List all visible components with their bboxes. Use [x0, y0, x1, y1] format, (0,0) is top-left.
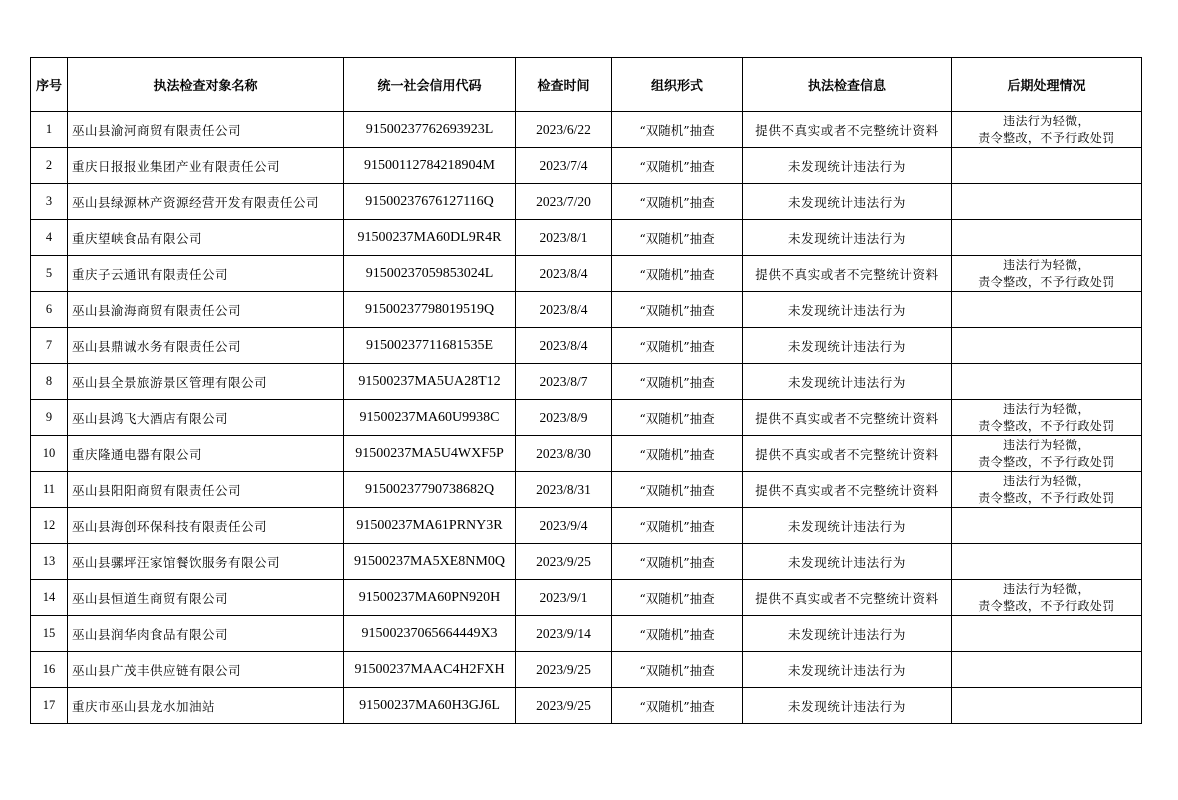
row-inspection-date: 2023/8/1	[516, 220, 612, 256]
row-credit-code: 91500237MA5UA28T12	[344, 364, 516, 400]
row-organization-form: “双随机”抽查	[612, 400, 743, 436]
row-follow-up	[952, 544, 1142, 580]
row-serial-number: 3	[31, 184, 68, 220]
table-row	[31, 256, 1142, 292]
row-follow-up	[952, 364, 1142, 400]
follow-up-line-1: 违法行为轻微，	[1003, 581, 1090, 596]
follow-up-line-1: 违法行为轻微，	[1003, 473, 1090, 488]
row-inspection-date: 2023/8/31	[516, 472, 612, 508]
row-serial-number: 10	[31, 436, 68, 472]
row-serial-number: 4	[31, 220, 68, 256]
table-row	[31, 364, 1142, 400]
row-organization-form: “双随机”抽查	[612, 544, 743, 580]
follow-up-line-2: 责令整改，不予行政处罚	[978, 418, 1115, 433]
table-row	[31, 436, 1142, 472]
header-follow-up: 后期处理情况	[952, 58, 1142, 112]
header-credit-code: 统一社会信用代码	[344, 58, 516, 112]
row-credit-code: 91500237711681535E	[344, 328, 516, 364]
row-credit-code: 91500237MA60U9938C	[344, 400, 516, 436]
row-serial-number: 2	[31, 148, 68, 184]
row-inspection-date: 2023/9/1	[516, 580, 612, 616]
table-row	[31, 580, 1142, 616]
row-serial-number: 15	[31, 616, 68, 652]
row-entity-name: 重庆子云通讯有限责任公司	[68, 256, 344, 292]
row-inspection-date: 2023/7/20	[516, 184, 612, 220]
row-inspection-info: 未发现统计违法行为	[743, 688, 952, 724]
follow-up-line-2: 责令整改，不予行政处罚	[978, 274, 1115, 289]
follow-up-line-1: 违法行为轻微，	[1003, 257, 1090, 272]
row-credit-code: 91500237MA60PN920H	[344, 580, 516, 616]
row-inspection-date: 2023/9/4	[516, 508, 612, 544]
table-row	[31, 508, 1142, 544]
row-entity-name: 重庆日报报业集团产业有限责任公司	[68, 148, 344, 184]
row-follow-up	[952, 220, 1142, 256]
row-inspection-info: 提供不真实或者不完整统计资料	[743, 112, 952, 148]
follow-up-line-2: 责令整改，不予行政处罚	[978, 130, 1115, 145]
row-serial-number: 12	[31, 508, 68, 544]
row-inspection-info: 提供不真实或者不完整统计资料	[743, 256, 952, 292]
header-serial-number: 序号	[31, 58, 68, 112]
follow-up-line-2: 责令整改，不予行政处罚	[978, 598, 1115, 613]
row-follow-up	[952, 184, 1142, 220]
row-serial-number: 5	[31, 256, 68, 292]
row-entity-name: 巫山县润华肉食品有限公司	[68, 616, 344, 652]
table-row	[31, 688, 1142, 724]
row-serial-number: 6	[31, 292, 68, 328]
row-follow-up	[952, 400, 1142, 436]
header-organization-form: 组织形式	[612, 58, 743, 112]
row-follow-up	[952, 616, 1142, 652]
row-entity-name: 巫山县广茂丰供应链有限公司	[68, 652, 344, 688]
row-inspection-info: 未发现统计违法行为	[743, 220, 952, 256]
row-inspection-info: 未发现统计违法行为	[743, 544, 952, 580]
row-organization-form: “双随机”抽查	[612, 652, 743, 688]
row-entity-name: 巫山县骡坪汪家馆餐饮服务有限公司	[68, 544, 344, 580]
row-organization-form: “双随机”抽查	[612, 616, 743, 652]
row-organization-form: “双随机”抽查	[612, 472, 743, 508]
row-follow-up	[952, 472, 1142, 508]
follow-up-line-1: 违法行为轻微，	[1003, 437, 1090, 452]
row-inspection-date: 2023/9/25	[516, 652, 612, 688]
row-serial-number: 16	[31, 652, 68, 688]
follow-up-line-1: 违法行为轻微，	[1003, 401, 1090, 416]
header-entity-name: 执法检查对象名称	[68, 58, 344, 112]
row-inspection-date: 2023/6/22	[516, 112, 612, 148]
row-organization-form: “双随机”抽查	[612, 184, 743, 220]
row-serial-number: 17	[31, 688, 68, 724]
row-entity-name: 巫山县全景旅游景区管理有限公司	[68, 364, 344, 400]
row-inspection-date: 2023/9/25	[516, 544, 612, 580]
row-credit-code: 91500237MA60H3GJ6L	[344, 688, 516, 724]
table-row	[31, 472, 1142, 508]
row-entity-name: 巫山县鼎诚水务有限责任公司	[68, 328, 344, 364]
row-organization-form: “双随机”抽查	[612, 112, 743, 148]
row-inspection-date: 2023/8/7	[516, 364, 612, 400]
row-entity-name: 巫山县渝河商贸有限责任公司	[68, 112, 344, 148]
row-entity-name: 巫山县海创环保科技有限责任公司	[68, 508, 344, 544]
header-inspection-date: 检查时间	[516, 58, 612, 112]
row-credit-code: 91500237MA60DL9R4R	[344, 220, 516, 256]
row-credit-code: 91500237059853024L	[344, 256, 516, 292]
table-row	[31, 292, 1142, 328]
row-entity-name: 重庆市巫山县龙水加油站	[68, 688, 344, 724]
row-inspection-info: 未发现统计违法行为	[743, 292, 952, 328]
row-follow-up	[952, 508, 1142, 544]
table-row	[31, 652, 1142, 688]
row-credit-code: 91500237762693923L	[344, 112, 516, 148]
row-inspection-info: 提供不真实或者不完整统计资料	[743, 580, 952, 616]
row-credit-code: 91500112784218904M	[344, 148, 516, 184]
row-inspection-info: 提供不真实或者不完整统计资料	[743, 436, 952, 472]
row-inspection-info: 未发现统计违法行为	[743, 652, 952, 688]
row-serial-number: 9	[31, 400, 68, 436]
header-row	[31, 58, 1142, 112]
row-follow-up	[952, 652, 1142, 688]
row-follow-up	[952, 148, 1142, 184]
row-serial-number: 13	[31, 544, 68, 580]
row-organization-form: “双随机”抽查	[612, 364, 743, 400]
table-row	[31, 400, 1142, 436]
row-entity-name: 巫山县渝海商贸有限责任公司	[68, 292, 344, 328]
row-credit-code: 91500237790738682Q	[344, 472, 516, 508]
row-inspection-info: 未发现统计违法行为	[743, 364, 952, 400]
row-follow-up	[952, 328, 1142, 364]
row-follow-up	[952, 112, 1142, 148]
row-serial-number: 7	[31, 328, 68, 364]
row-inspection-info: 未发现统计违法行为	[743, 184, 952, 220]
row-serial-number: 14	[31, 580, 68, 616]
row-inspection-info: 提供不真实或者不完整统计资料	[743, 472, 952, 508]
row-inspection-info: 未发现统计违法行为	[743, 328, 952, 364]
row-inspection-info: 未发现统计违法行为	[743, 616, 952, 652]
header-inspection-info: 执法检查信息	[743, 58, 952, 112]
row-organization-form: “双随机”抽查	[612, 148, 743, 184]
row-credit-code: 91500237676127116Q	[344, 184, 516, 220]
row-entity-name: 重庆隆通电器有限公司	[68, 436, 344, 472]
table-row	[31, 544, 1142, 580]
row-organization-form: “双随机”抽查	[612, 580, 743, 616]
row-entity-name: 巫山县绿源林产资源经营开发有限责任公司	[68, 184, 344, 220]
row-inspection-date: 2023/8/4	[516, 292, 612, 328]
table-row	[31, 328, 1142, 364]
table-row	[31, 616, 1142, 652]
row-follow-up	[952, 292, 1142, 328]
follow-up-line-1: 违法行为轻微，	[1003, 113, 1090, 128]
follow-up-line-2: 责令整改，不予行政处罚	[978, 490, 1115, 505]
row-entity-name: 巫山县鸿飞大酒店有限公司	[68, 400, 344, 436]
row-inspection-date: 2023/9/14	[516, 616, 612, 652]
inspection-table	[30, 57, 1142, 724]
row-follow-up	[952, 436, 1142, 472]
row-credit-code: 91500237065664449X3	[344, 616, 516, 652]
row-entity-name: 巫山县恒道生商贸有限公司	[68, 580, 344, 616]
row-inspection-date: 2023/8/9	[516, 400, 612, 436]
row-organization-form: “双随机”抽查	[612, 508, 743, 544]
row-inspection-info: 未发现统计违法行为	[743, 148, 952, 184]
row-credit-code: 91500237MAAC4H2FXH	[344, 652, 516, 688]
row-entity-name: 重庆望峡食品有限公司	[68, 220, 344, 256]
row-follow-up	[952, 580, 1142, 616]
row-inspection-date: 2023/7/4	[516, 148, 612, 184]
table-row	[31, 148, 1142, 184]
row-organization-form: “双随机”抽查	[612, 292, 743, 328]
row-credit-code: 91500237MA61PRNY3R	[344, 508, 516, 544]
row-serial-number: 1	[31, 112, 68, 148]
row-follow-up	[952, 256, 1142, 292]
follow-up-line-2: 责令整改，不予行政处罚	[978, 454, 1115, 469]
row-inspection-date: 2023/9/25	[516, 688, 612, 724]
row-inspection-date: 2023/8/4	[516, 256, 612, 292]
row-inspection-info: 提供不真实或者不完整统计资料	[743, 400, 952, 436]
table-row	[31, 112, 1142, 148]
row-serial-number: 8	[31, 364, 68, 400]
row-organization-form: “双随机”抽查	[612, 220, 743, 256]
table-row	[31, 184, 1142, 220]
row-follow-up	[952, 688, 1142, 724]
row-organization-form: “双随机”抽查	[612, 436, 743, 472]
row-serial-number: 11	[31, 472, 68, 508]
row-organization-form: “双随机”抽查	[612, 328, 743, 364]
row-inspection-date: 2023/8/4	[516, 328, 612, 364]
row-organization-form: “双随机”抽查	[612, 256, 743, 292]
row-credit-code: 91500237MA5XE8NM0Q	[344, 544, 516, 580]
table-row	[31, 220, 1142, 256]
row-entity-name: 巫山县阳阳商贸有限责任公司	[68, 472, 344, 508]
row-credit-code: 91500237798019519Q	[344, 292, 516, 328]
row-inspection-date: 2023/8/30	[516, 436, 612, 472]
row-credit-code: 91500237MA5U4WXF5P	[344, 436, 516, 472]
row-organization-form: “双随机”抽查	[612, 688, 743, 724]
row-inspection-info: 未发现统计违法行为	[743, 508, 952, 544]
